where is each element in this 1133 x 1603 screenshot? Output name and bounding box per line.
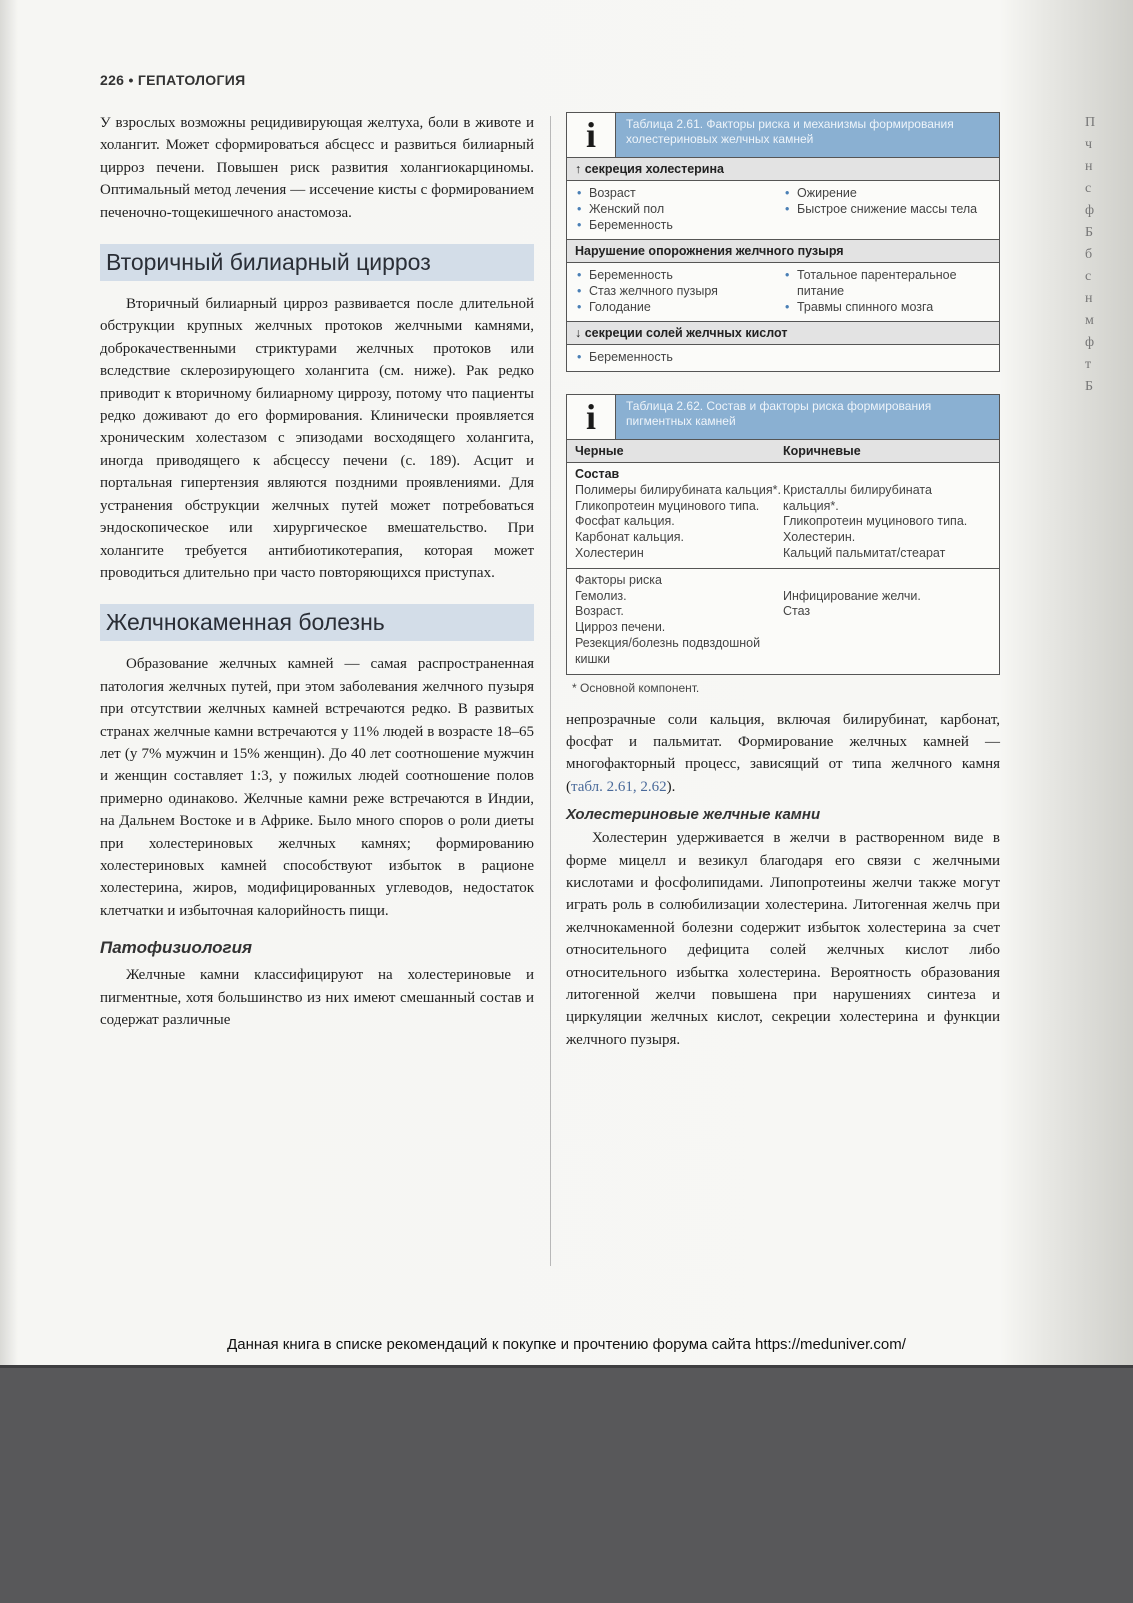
heading-pathophysiology: Патофизиология <box>100 938 253 958</box>
scan-background <box>0 1365 1133 1603</box>
list-item: • Возраст <box>575 185 783 201</box>
list-item: • Травмы спинного мозга <box>783 299 991 315</box>
row-label: Факторы риска <box>575 572 662 587</box>
table-section-heading: Нарушение опорожнения желчного пузыря <box>567 239 999 263</box>
column-header-black: Черные <box>575 444 624 458</box>
table-cell: Карбонат кальция. <box>575 530 684 545</box>
header-section: ГЕПАТОЛОГИЯ <box>137 72 246 88</box>
list-item: • Беременность <box>575 267 783 283</box>
intro-paragraph: У взрослых возможны рецидивирующая желтуха, боли в животе и холангит. Может сформироваться абсцесс и развиться билиарный цирроз печени. Повышен риск развития холангиокарциномы. Оптимальный метод лечения — иссечение кисты с формированием печеночно-тощекишечного анастомоза. <box>100 115 534 221</box>
list-item: • Беременность <box>575 217 783 233</box>
table-header <box>567 395 999 439</box>
heading-cholesterol-stones: Холестериновые желчные камни <box>566 806 821 824</box>
table-cell: Инфицирование желчи. <box>783 588 921 603</box>
table-cell: Цирроз печени. <box>575 620 666 635</box>
list-item: • Голодание <box>575 299 783 315</box>
table-cell: Резекция/болезнь подвздошной кишки <box>575 635 761 666</box>
table-cell: Кальций пальмитат/стеарат <box>783 545 946 560</box>
table-reference-link[interactable]: табл. 2.61, 2.62 <box>571 778 667 795</box>
row-label: Состав <box>575 467 620 481</box>
header-bullet: • <box>128 72 134 88</box>
info-icon: i <box>567 113 616 157</box>
table-section-body <box>567 263 999 321</box>
heading-secondary-cirrhosis: Вторичный билиарный цирроз <box>100 244 534 281</box>
table-cell: Холестерин. <box>783 530 856 545</box>
cholesterol-paragraph: Холестерин удерживается в желчи в растворенном виде в форме мицелл и везикул благодаря его связи с желчными кислотами и фосфолипидами. Липопротеины желчи также могут играть роль в солюбилизации холестерина. Литогенная желчь при желчнокаменной болезни содержит избыток холестерина за счет относительного дефицита солей желчных кислот либо относительного избытка холестерина. Вероятность образования литогенной желчи повышена при нарушениях синтеза и циркуляции желчных кислот, секреции холестерина и функции желчного пузыря. <box>566 830 1000 1048</box>
table-cell: Фосфат кальция. <box>575 514 675 529</box>
heading-gallstone-disease: Желчнокаменная болезнь <box>100 604 534 641</box>
list-item: • Тотальное парентеральное питание <box>783 267 991 299</box>
list-item: • Стаз желчного пузыря <box>575 283 783 299</box>
table-cell: Гликопротеин муцинового типа. <box>575 498 760 513</box>
table-column-headers <box>567 439 999 463</box>
table-2-62 <box>566 394 1000 675</box>
watermark-footer: Данная книга в списке рекомендаций к покупке и прочтению форума сайта https://meduniver.com/ <box>227 1336 906 1353</box>
next-page-edge: П ч н с ф Б б с н м ф т Б <box>1085 115 1096 394</box>
pathophysiology-paragraph: Желчные камни классифицируют на холестериновые и пигментные, хотя большинство из них имеют смешанный состав и содержат различные <box>100 967 534 1028</box>
list-item: • Женский пол <box>575 201 783 217</box>
table-cell: Гликопротеин муцинового типа. <box>783 514 968 529</box>
table-row-risk <box>567 568 999 674</box>
continuation-end: ). <box>666 778 676 795</box>
right-column <box>566 112 1000 1051</box>
table-cell: Полимеры билирубината кальция*. <box>575 482 781 497</box>
table-cell: Стаз <box>783 604 811 619</box>
list-item: • Беременность <box>575 349 991 365</box>
table-cell: Холестерин <box>575 545 644 560</box>
list-item: • Быстрое снижение массы тела <box>783 201 991 217</box>
left-column <box>100 112 534 1031</box>
running-header <box>100 72 245 88</box>
table-footnote: * Основной компонент. <box>572 680 700 695</box>
table-title: Таблица 2.62. Состав и факторы риска формирования пигментных камней <box>626 399 932 428</box>
continuation-text: непрозрачные соли кальция, включая билирубинат, карбонат, фосфат и пальмитат. Формирование желчных камней — многофакторный процесс, зависящий от типа желчного камня ( <box>566 711 1000 795</box>
column-header-brown: Коричневые <box>783 444 861 458</box>
table-title: Таблица 2.61. Факторы риска и механизмы формирования холестериновых желчных камней <box>626 117 954 146</box>
table-section-heading: ↓ секреции солей желчных кислот <box>567 321 999 345</box>
continuation-paragraph <box>566 709 1000 799</box>
table-row-composition <box>567 463 999 568</box>
table-2-61 <box>566 112 1000 372</box>
table-cell: Возраст. <box>575 604 624 619</box>
table-section-body <box>567 181 999 239</box>
gallstone-paragraph: Образование желчных камней — самая распространенная патология желчных путей, при этом заболевания желчного пузыря при отсутствии желчных камней встречаются редко. В развитых странах желчные камни встречаются у 11% людей в возрасте 18–65 лет (у 7% мужчин и 15% женщин). До 40 лет соотношение мужчин и женщин составляет 1:3, у пожилых людей соотношение полов примерно одинаково. Желчные камни реже встречаются в Индии, на Дальнем Востоке и в Африке. Было много споров о роли диеты при холестериновых желчных камнях; формированию холестериновых камней способствуют избыток в рационе холестерина, жиров, модифицированных углеводов, недостаток клетчатки и избыточная калорийность пищи. <box>100 656 534 919</box>
table-cell: Гемолиз. <box>575 588 627 603</box>
info-icon: i <box>567 395 616 439</box>
table-section-heading: ↑ секреция холестерина <box>567 157 999 181</box>
column-divider <box>550 116 551 1266</box>
table-header <box>567 113 999 157</box>
table-section-body <box>567 345 999 371</box>
page-number: 226 <box>100 72 125 88</box>
secondary-cirrhosis-paragraph: Вторичный билиарный цирроз развивается после длительной обструкции крупных желчных протоков желчными камнями, доброкачественными стриктурами желчных протоков или вследствие склерозирующего холангита (см. ниже). Рак редко приводит к вторичному билиарному циррозу, потому что пациенты редко доживают до его формирования. Клинически проявляется хроническим холестазом с эпизодами восходящего холангита, иногда приводящего к абсцессу печени (с. 189). Асцит и портальная гипертензия являются поздними проявлениями. Для устранения обструкции желчных путей может потребоваться эндоскопическое или хирургическое вмешательство. При холангите требуется антибиотикотерапия, которая может проводиться длительно при часто повторяющихся приступах. <box>100 296 534 581</box>
table-cell: Кристаллы билирубината кальция*. <box>783 482 932 513</box>
list-item: • Ожирение <box>783 185 991 201</box>
